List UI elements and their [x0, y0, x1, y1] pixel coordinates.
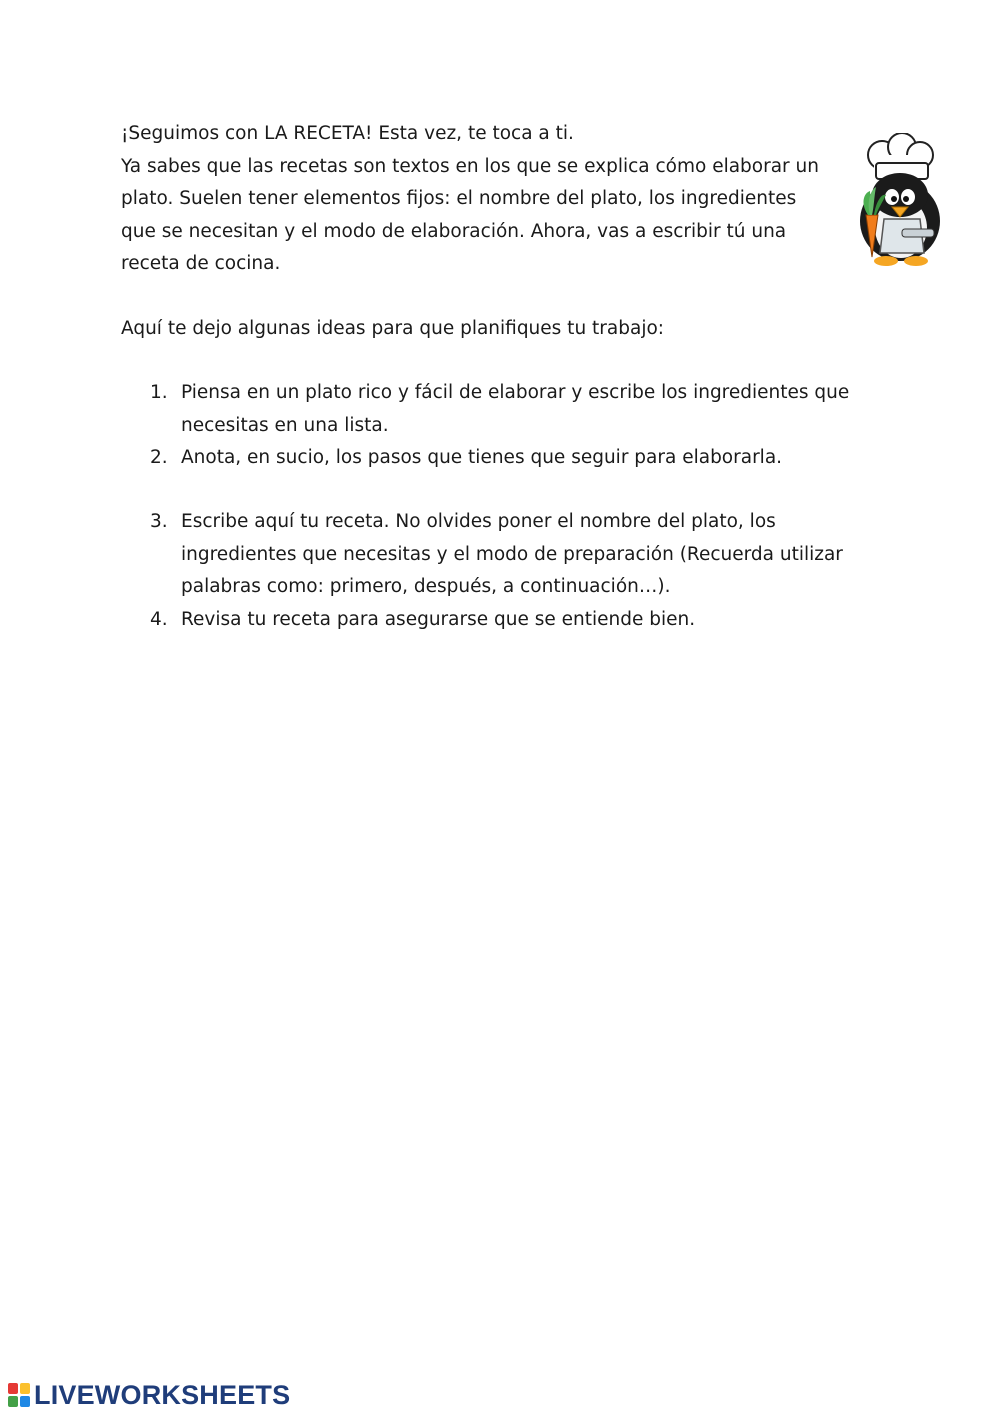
step-number: 3. [150, 511, 168, 532]
ideas-heading: Aquí te dejo algunas ideas para que planifiques tu trabajo: [121, 317, 665, 339]
logo-mark-icon [8, 1383, 30, 1407]
intro-section [121, 118, 841, 345]
penguin-chef-icon [846, 133, 950, 267]
step-line: palabras como: primero, después, a continuación…). [181, 576, 671, 597]
logo-text: LIVEWORKSHEETS [34, 1379, 291, 1410]
step-line: Revisa tu receta para asegurarse que se entiende bien. [181, 608, 696, 630]
logo-square-red [8, 1383, 18, 1394]
step-number: 1. [150, 382, 168, 403]
logo-square-green [8, 1396, 18, 1407]
steps-list [150, 377, 870, 475]
step-number: 2. [150, 447, 168, 468]
intro-line: plato. Suelen tener elementos fijos: el nombre del plato, los ingredientes [121, 188, 797, 209]
intro-line: que se necesitan y el modo de elaboración. Ahora, vas a escribir tú una [121, 220, 787, 242]
logo-square-yellow [20, 1383, 30, 1394]
list-item [150, 506, 870, 604]
intro-title: ¡Seguimos con LA RECETA! Esta vez, te toca a ti. [121, 123, 574, 144]
list-item [150, 442, 870, 475]
step-line: Anota, en sucio, los pasos que tienes que seguir para elaborarla. [181, 447, 783, 468]
step-line: Piensa en un plato rico y fácil de elaborar y escribe los ingredientes que [181, 382, 850, 403]
list-item [150, 604, 870, 637]
chef-hat-icon [868, 133, 933, 179]
step-line: necesitas en una lista. [181, 414, 389, 436]
intro-line: Ya sabes que las recetas son textos en los que se explica cómo elaborar un [121, 155, 819, 177]
intro-line: receta de cocina. [121, 253, 281, 274]
list-item [150, 377, 870, 442]
step-number: 4. [150, 608, 168, 630]
step-line: ingredientes que necesitas y el modo de preparación (Recuerda utilizar [181, 543, 843, 565]
logo-square-blue [20, 1396, 30, 1407]
step-line: Escribe aquí tu receta. No olvides poner el nombre del plato, los [181, 511, 776, 532]
steps-list [150, 506, 870, 636]
liveworksheets-logo [8, 1380, 290, 1410]
